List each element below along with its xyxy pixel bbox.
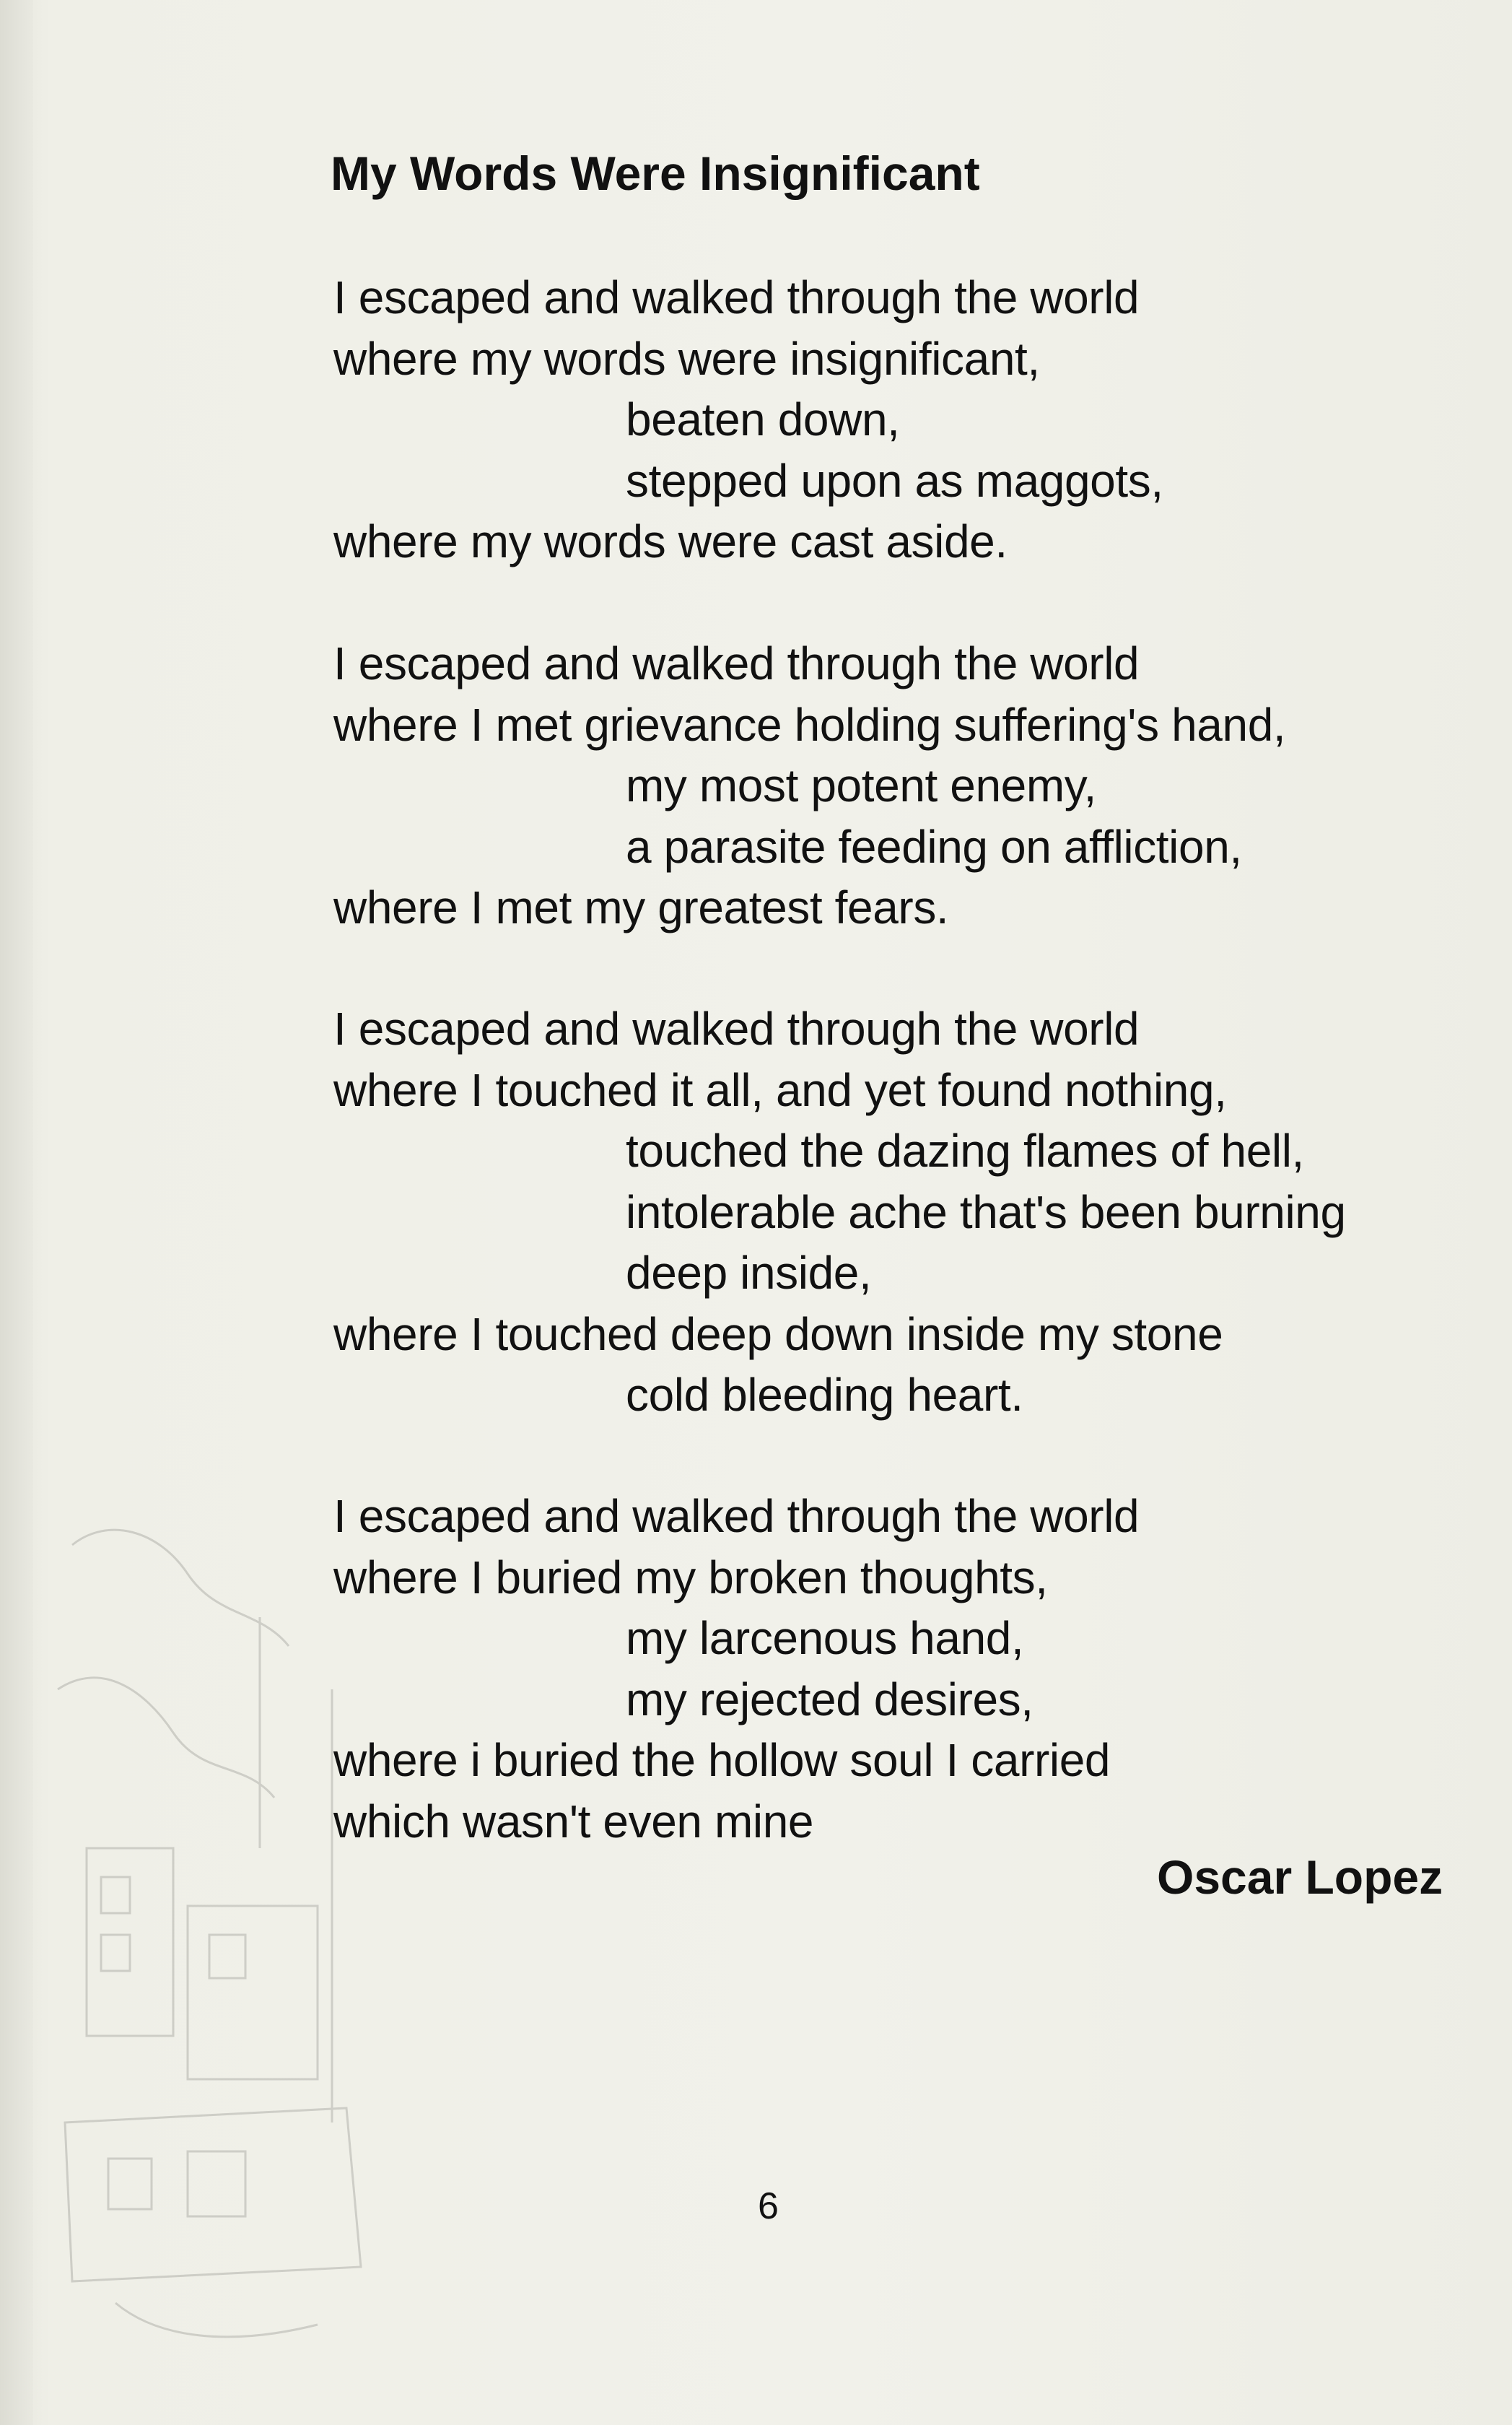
poem-stanza-1 bbox=[333, 267, 1163, 572]
poem-line-indented: deep inside, bbox=[626, 1247, 872, 1299]
poem-line-indented: touched the dazing flames of hell, bbox=[626, 1125, 1304, 1177]
poem-line: where my words were cast aside. bbox=[333, 515, 1008, 567]
poem-line: which wasn't even mine bbox=[333, 1795, 814, 1847]
poem-line: where i buried the hollow soul I carried bbox=[333, 1734, 1111, 1786]
poem-line-indented: my rejected desires, bbox=[626, 1673, 1034, 1725]
poem-line: I escaped and walked through the world bbox=[333, 1490, 1140, 1542]
poem-stanza-2 bbox=[333, 633, 1285, 939]
poem-author: Oscar Lopez bbox=[1157, 1850, 1443, 1904]
page-number: 6 bbox=[758, 2185, 779, 2227]
faint-sketch-illustration bbox=[43, 1473, 383, 2411]
poem-line-indented: my larcenous hand, bbox=[626, 1612, 1024, 1664]
poem-line: where I buried my broken thoughts, bbox=[333, 1551, 1048, 1603]
poem-line-indented: my most potent enemy, bbox=[626, 759, 1097, 811]
poem-line: where my words were insignificant, bbox=[333, 332, 1040, 385]
poem-line-indented: stepped upon as maggots, bbox=[626, 454, 1163, 507]
poem-line: I escaped and walked through the world bbox=[333, 271, 1140, 323]
poem-line-indented: cold bleeding heart. bbox=[626, 1369, 1023, 1421]
poem-stanza-4 bbox=[333, 1486, 1139, 1852]
poem-line: I escaped and walked through the world bbox=[333, 637, 1140, 689]
page-binding-edge bbox=[0, 0, 33, 2425]
poem-line: where I touched it all, and yet found nothing, bbox=[333, 1063, 1227, 1116]
poem-line: I escaped and walked through the world bbox=[333, 1003, 1140, 1055]
poem-line: where I touched deep down inside my stone bbox=[333, 1307, 1223, 1360]
poem-line: where I met my greatest fears. bbox=[333, 881, 949, 933]
poem-line-indented: beaten down, bbox=[626, 393, 900, 445]
poem-line-indented: intolerable ache that's been burning bbox=[626, 1185, 1346, 1238]
poem-line-indented: a parasite feeding on affliction, bbox=[626, 820, 1242, 873]
poem-stanza-3 bbox=[333, 998, 1346, 1426]
poem-line: where I met grievance holding suffering's hand, bbox=[333, 698, 1286, 751]
poem-title: My Words Were Insignificant bbox=[331, 147, 980, 200]
